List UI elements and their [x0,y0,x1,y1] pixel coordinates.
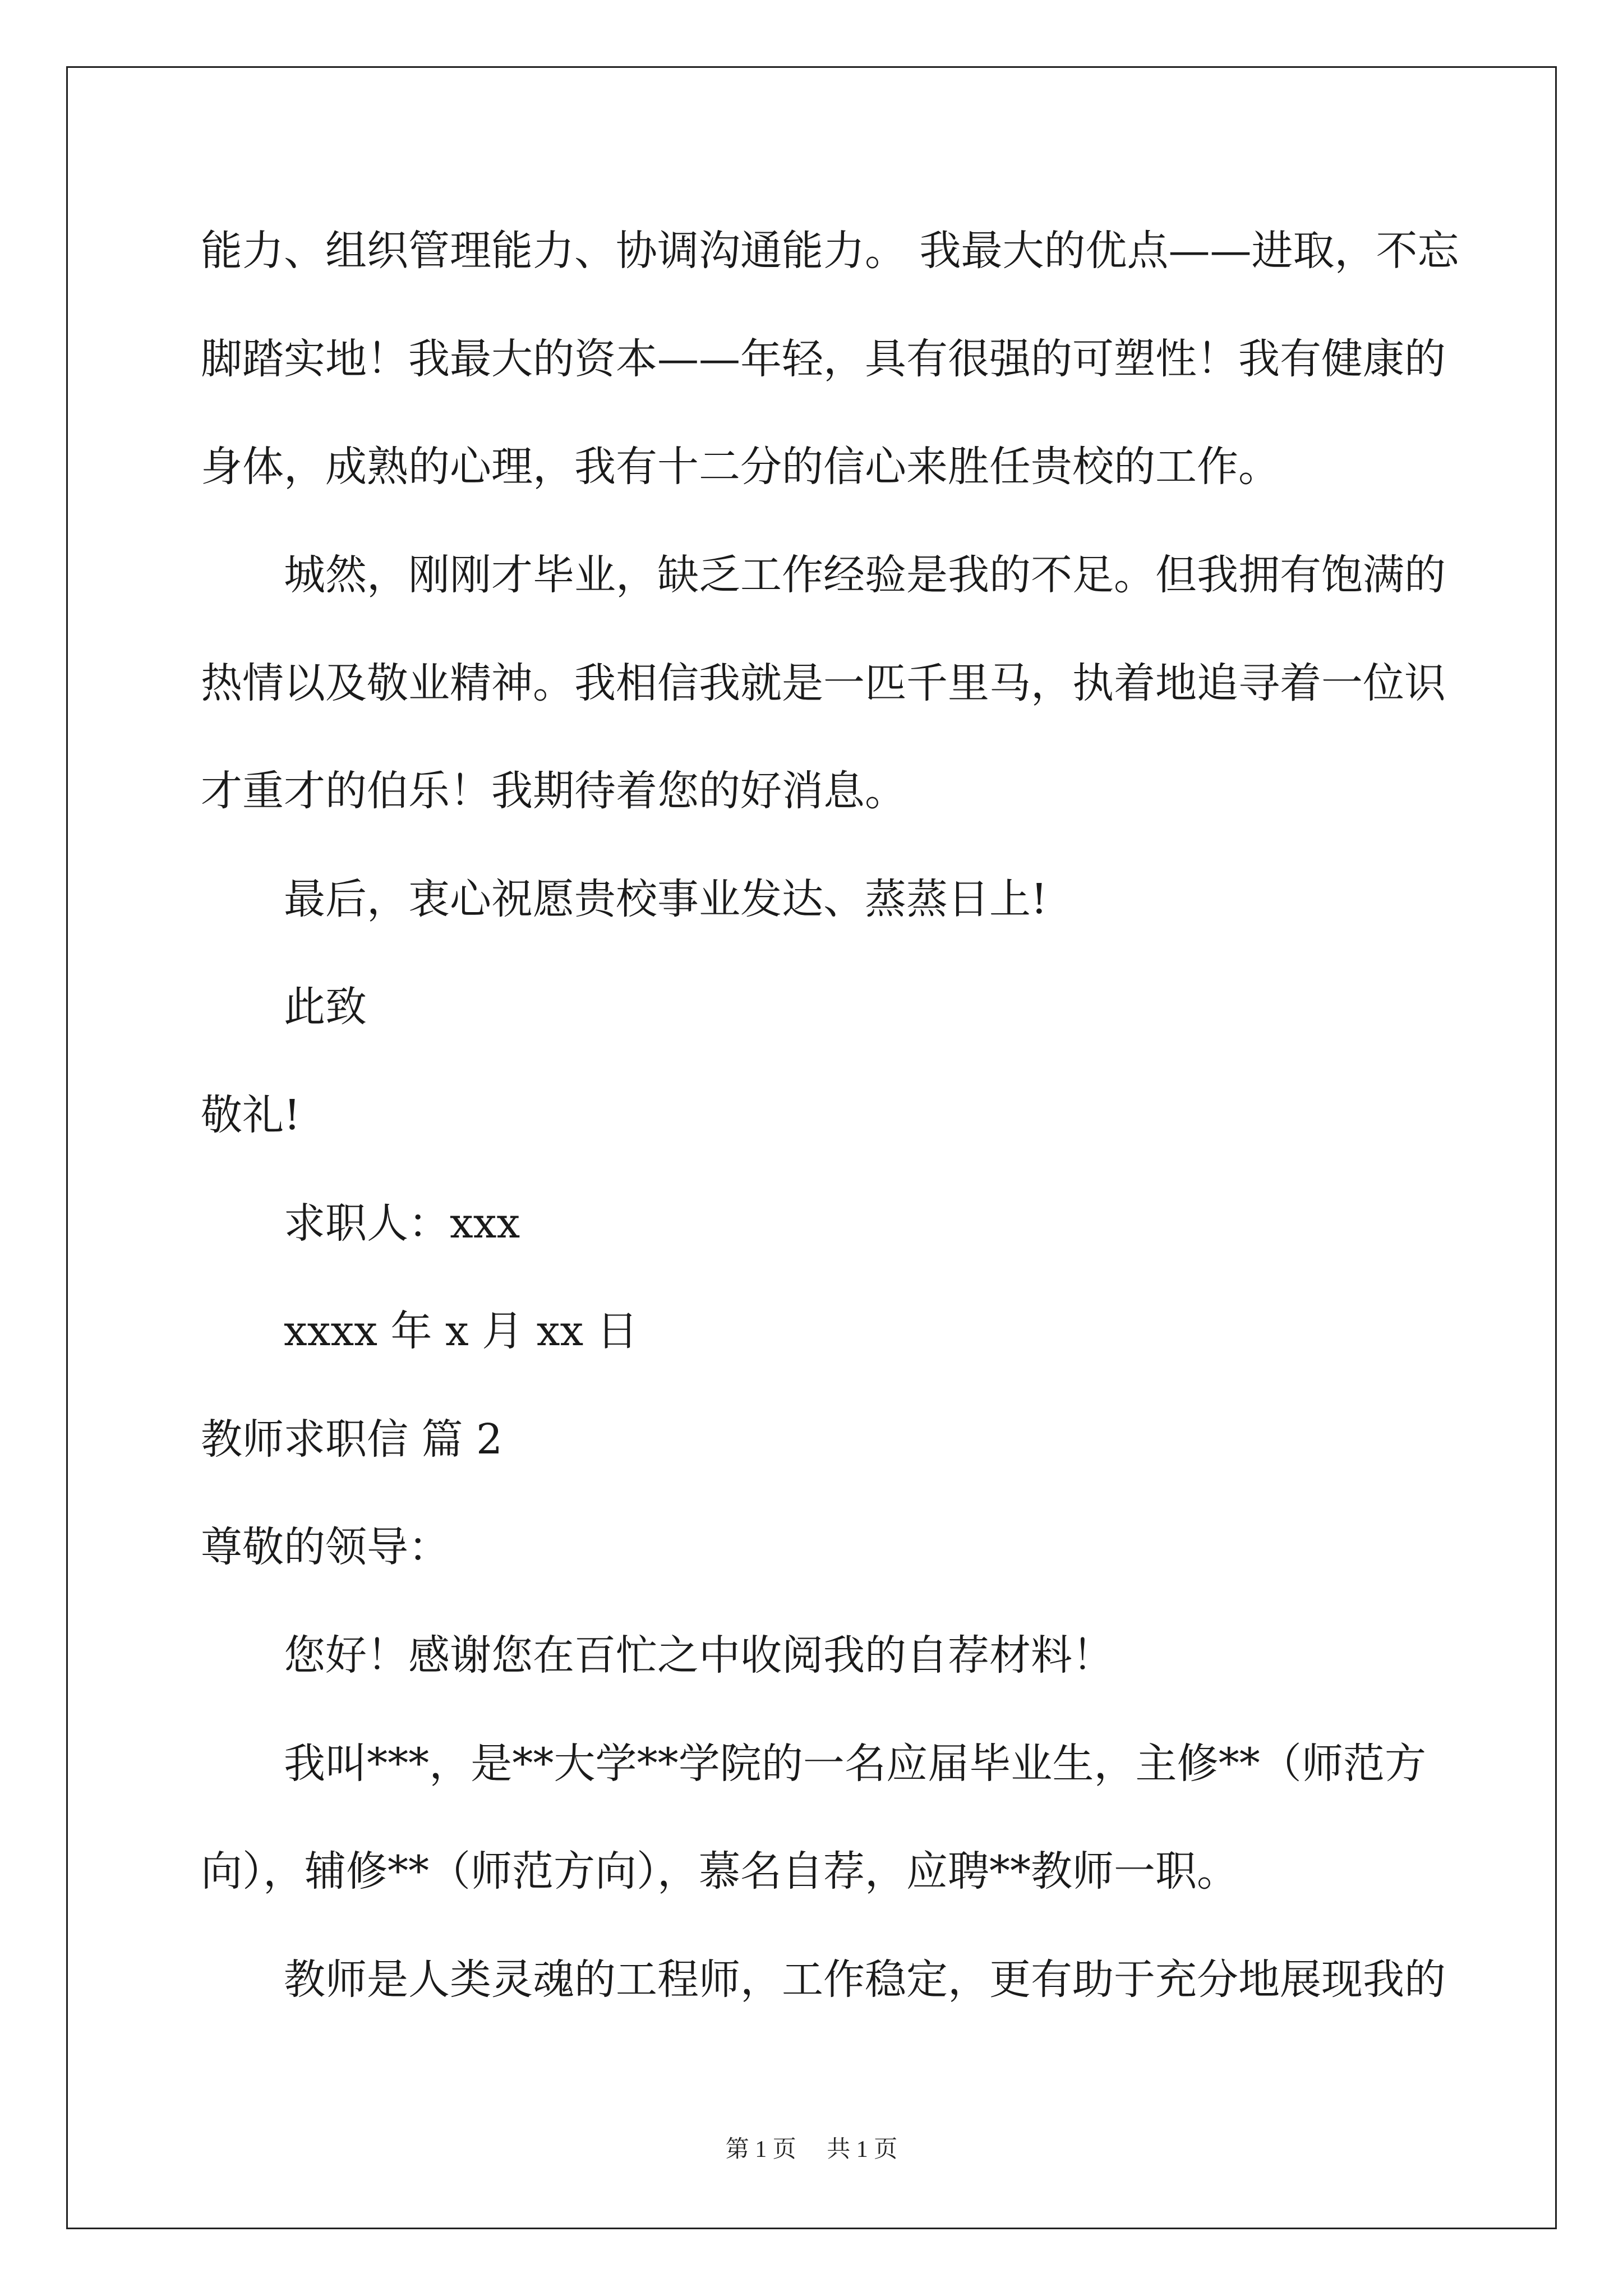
body-line-4: 城然，刚刚才毕业，缺乏工作经验是我的不足。但我拥有饱满的 [284,551,1446,599]
letter-date: xxxx 年 x 月 xx 日 [284,1307,638,1355]
section-heading: 教师求职信 篇 2 [201,1415,503,1464]
body-line-14: 您好！感谢您在百忙之中收阅我的自荐材料！ [284,1631,1114,1680]
greeting: 尊敬的领导： [201,1523,450,1571]
salutation-jingli: 敬礼! [201,1091,301,1139]
applicant-name: 求职人：xxx [284,1199,520,1248]
salutation-cizhi: 此致 [284,983,367,1031]
body-line-16: 向），辅修**（师范方向），慕名自荐，应聘**教师一职。 [201,1847,1238,1895]
closing-wish: 最后，衷心祝愿贵校事业发达、蒸蒸日上! [284,875,1048,923]
page-footer [0,2131,1623,2164]
page-number: 第 1 页 [725,2137,796,2162]
body-line-3: 身体，成熟的心理，我有十二分的信心来胜任贵校的工作。 [201,443,1280,491]
body-line-2: 脚踏实地！我最大的资本——年轻，具有很强的可塑性！我有健康的 [201,335,1446,383]
body-line-1: 能力、组织管理能力、协调沟通能力。 我最大的优点——进取，不忘 [201,227,1459,275]
page-count: 共 1 页 [827,2137,898,2162]
body-line-5: 热情以及敬业精神。我相信我就是一匹千里马，执着地追寻着一位识 [201,659,1446,707]
body-line-17: 教师是人类灵魂的工程师，工作稳定，更有助于充分地展现我的 [284,1955,1446,2004]
page-border [66,66,1557,2229]
body-line-6: 才重才的伯乐！我期待着您的好消息。 [201,767,906,815]
body-line-15: 我叫***，是**大学**学院的一名应届毕业生，主修**（师范方 [284,1740,1426,1788]
